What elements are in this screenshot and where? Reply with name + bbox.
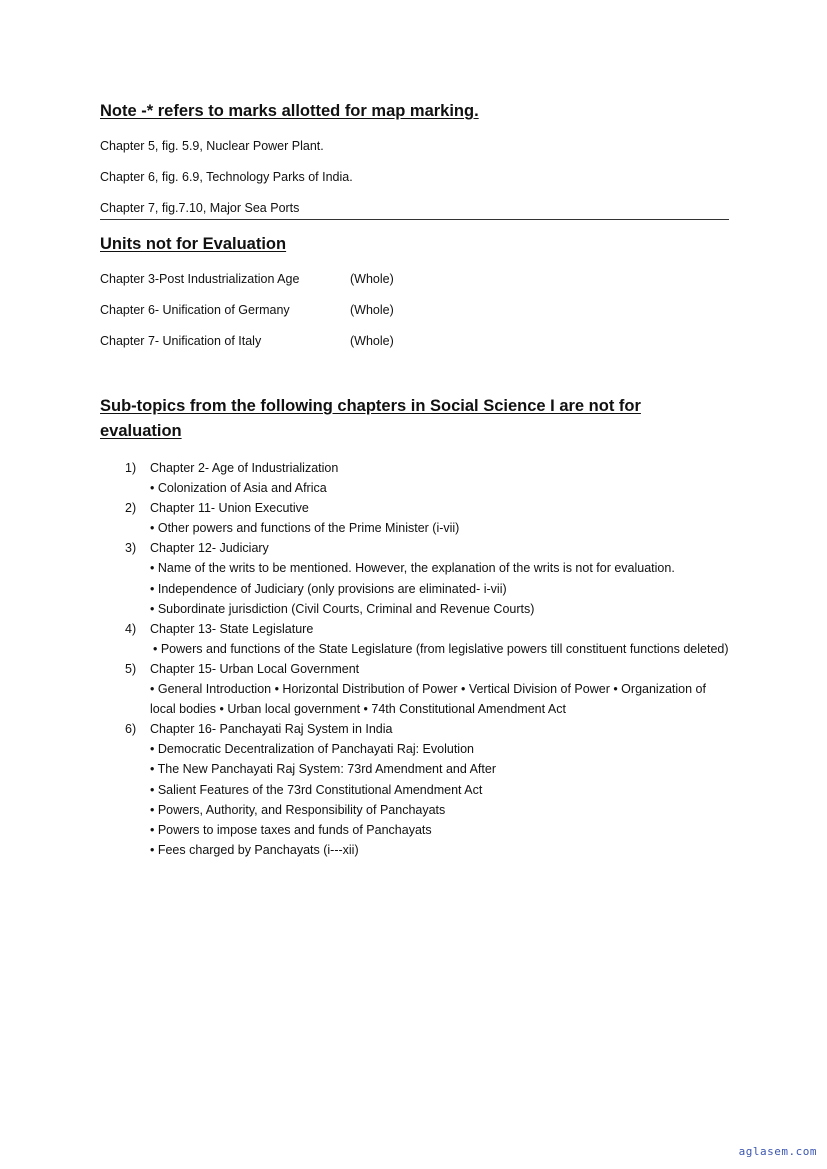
- list-item: [0, 458, 827, 498]
- item-point: • Salient Features of the 73rd Constitutional Amendment Act: [150, 782, 483, 797]
- item-number: 6): [125, 722, 137, 737]
- note-line-chapter-5: Chapter 5, fig. 5.9, Nuclear Power Plant.: [100, 139, 324, 153]
- item-point: • Powers to impose taxes and funds of Panchayats: [150, 822, 432, 837]
- unit-row: [100, 333, 394, 349]
- note-line-chapter-7: Chapter 7, fig.7.10, Major Sea Ports: [100, 201, 300, 215]
- item-number: 4): [125, 621, 137, 636]
- item-title: Chapter 16- Panchayati Raj System in India: [150, 722, 393, 737]
- item-title: Chapter 12- Judiciary: [150, 541, 269, 556]
- watermark-link[interactable]: aglasem.com: [738, 1145, 817, 1158]
- item-number: 2): [125, 501, 137, 516]
- unit-row: [100, 302, 394, 318]
- item-title: Chapter 11- Union Executive: [150, 501, 309, 516]
- list-item: [0, 659, 827, 719]
- subtopics-list: [0, 458, 827, 860]
- item-point: • Powers, Authority, and Responsibility of Panchayats: [150, 802, 446, 817]
- item-number: 5): [125, 661, 137, 676]
- item-title: Chapter 13- State Legislature: [150, 621, 314, 636]
- unit-scope: (Whole): [350, 272, 394, 286]
- item-point: • General Introduction • Horizontal Distribution of Power • Vertical Division of Power • Organization of local bodies • Urban local government • 74th Constitutional Amendment Act: [150, 682, 706, 717]
- item-title: Chapter 15- Urban Local Government: [150, 661, 360, 676]
- item-point: • Other powers and functions of the Prime Minister (i-vii): [150, 521, 460, 536]
- item-number: 1): [125, 461, 137, 475]
- item-point: • Colonization of Asia and Africa: [150, 481, 327, 496]
- list-item: [0, 498, 827, 538]
- unit-scope: (Whole): [350, 303, 394, 317]
- list-item: [0, 619, 827, 659]
- unit-chapter: Chapter 3-Post Industrialization Age: [100, 272, 300, 286]
- item-point: • Fees charged by Panchayats (i---xii): [150, 842, 359, 857]
- unit-chapter: Chapter 7- Unification of Italy: [100, 334, 262, 348]
- item-point: • The New Panchayati Raj System: 73rd Amendment and After: [150, 762, 496, 777]
- units-heading: Units not for Evaluation: [100, 235, 287, 253]
- unit-chapter: Chapter 6- Unification of Germany: [100, 303, 290, 317]
- section-divider: [100, 219, 729, 220]
- list-item: [0, 538, 827, 618]
- item-point: • Subordinate jurisdiction (Civil Courts, Criminal and Revenue Courts): [150, 601, 535, 616]
- note-line-chapter-6: Chapter 6, fig. 6.9, Technology Parks of India.: [100, 170, 353, 184]
- unit-scope: (Whole): [350, 334, 394, 348]
- item-number: 3): [125, 541, 137, 556]
- item-point: • Powers and functions of the State Legislature (from legislative powers till constituent functions deleted): [153, 641, 729, 656]
- item-point: • Name of the writs to be mentioned. However, the explanation of the writs is not for evaluation.: [150, 561, 675, 576]
- subtopics-heading: Sub-topics from the following chapters in Social Science I are not for evaluation: [100, 397, 641, 440]
- item-point: • Democratic Decentralization of Panchayati Raj: Evolution: [150, 742, 474, 757]
- unit-row: [100, 271, 394, 287]
- note-heading: Note -* refers to marks allotted for map marking.: [100, 102, 479, 120]
- list-item: [0, 719, 827, 860]
- item-title: Chapter 2- Age of Industrialization: [150, 461, 339, 475]
- item-point: • Independence of Judiciary (only provisions are eliminated- i-vii): [150, 581, 507, 596]
